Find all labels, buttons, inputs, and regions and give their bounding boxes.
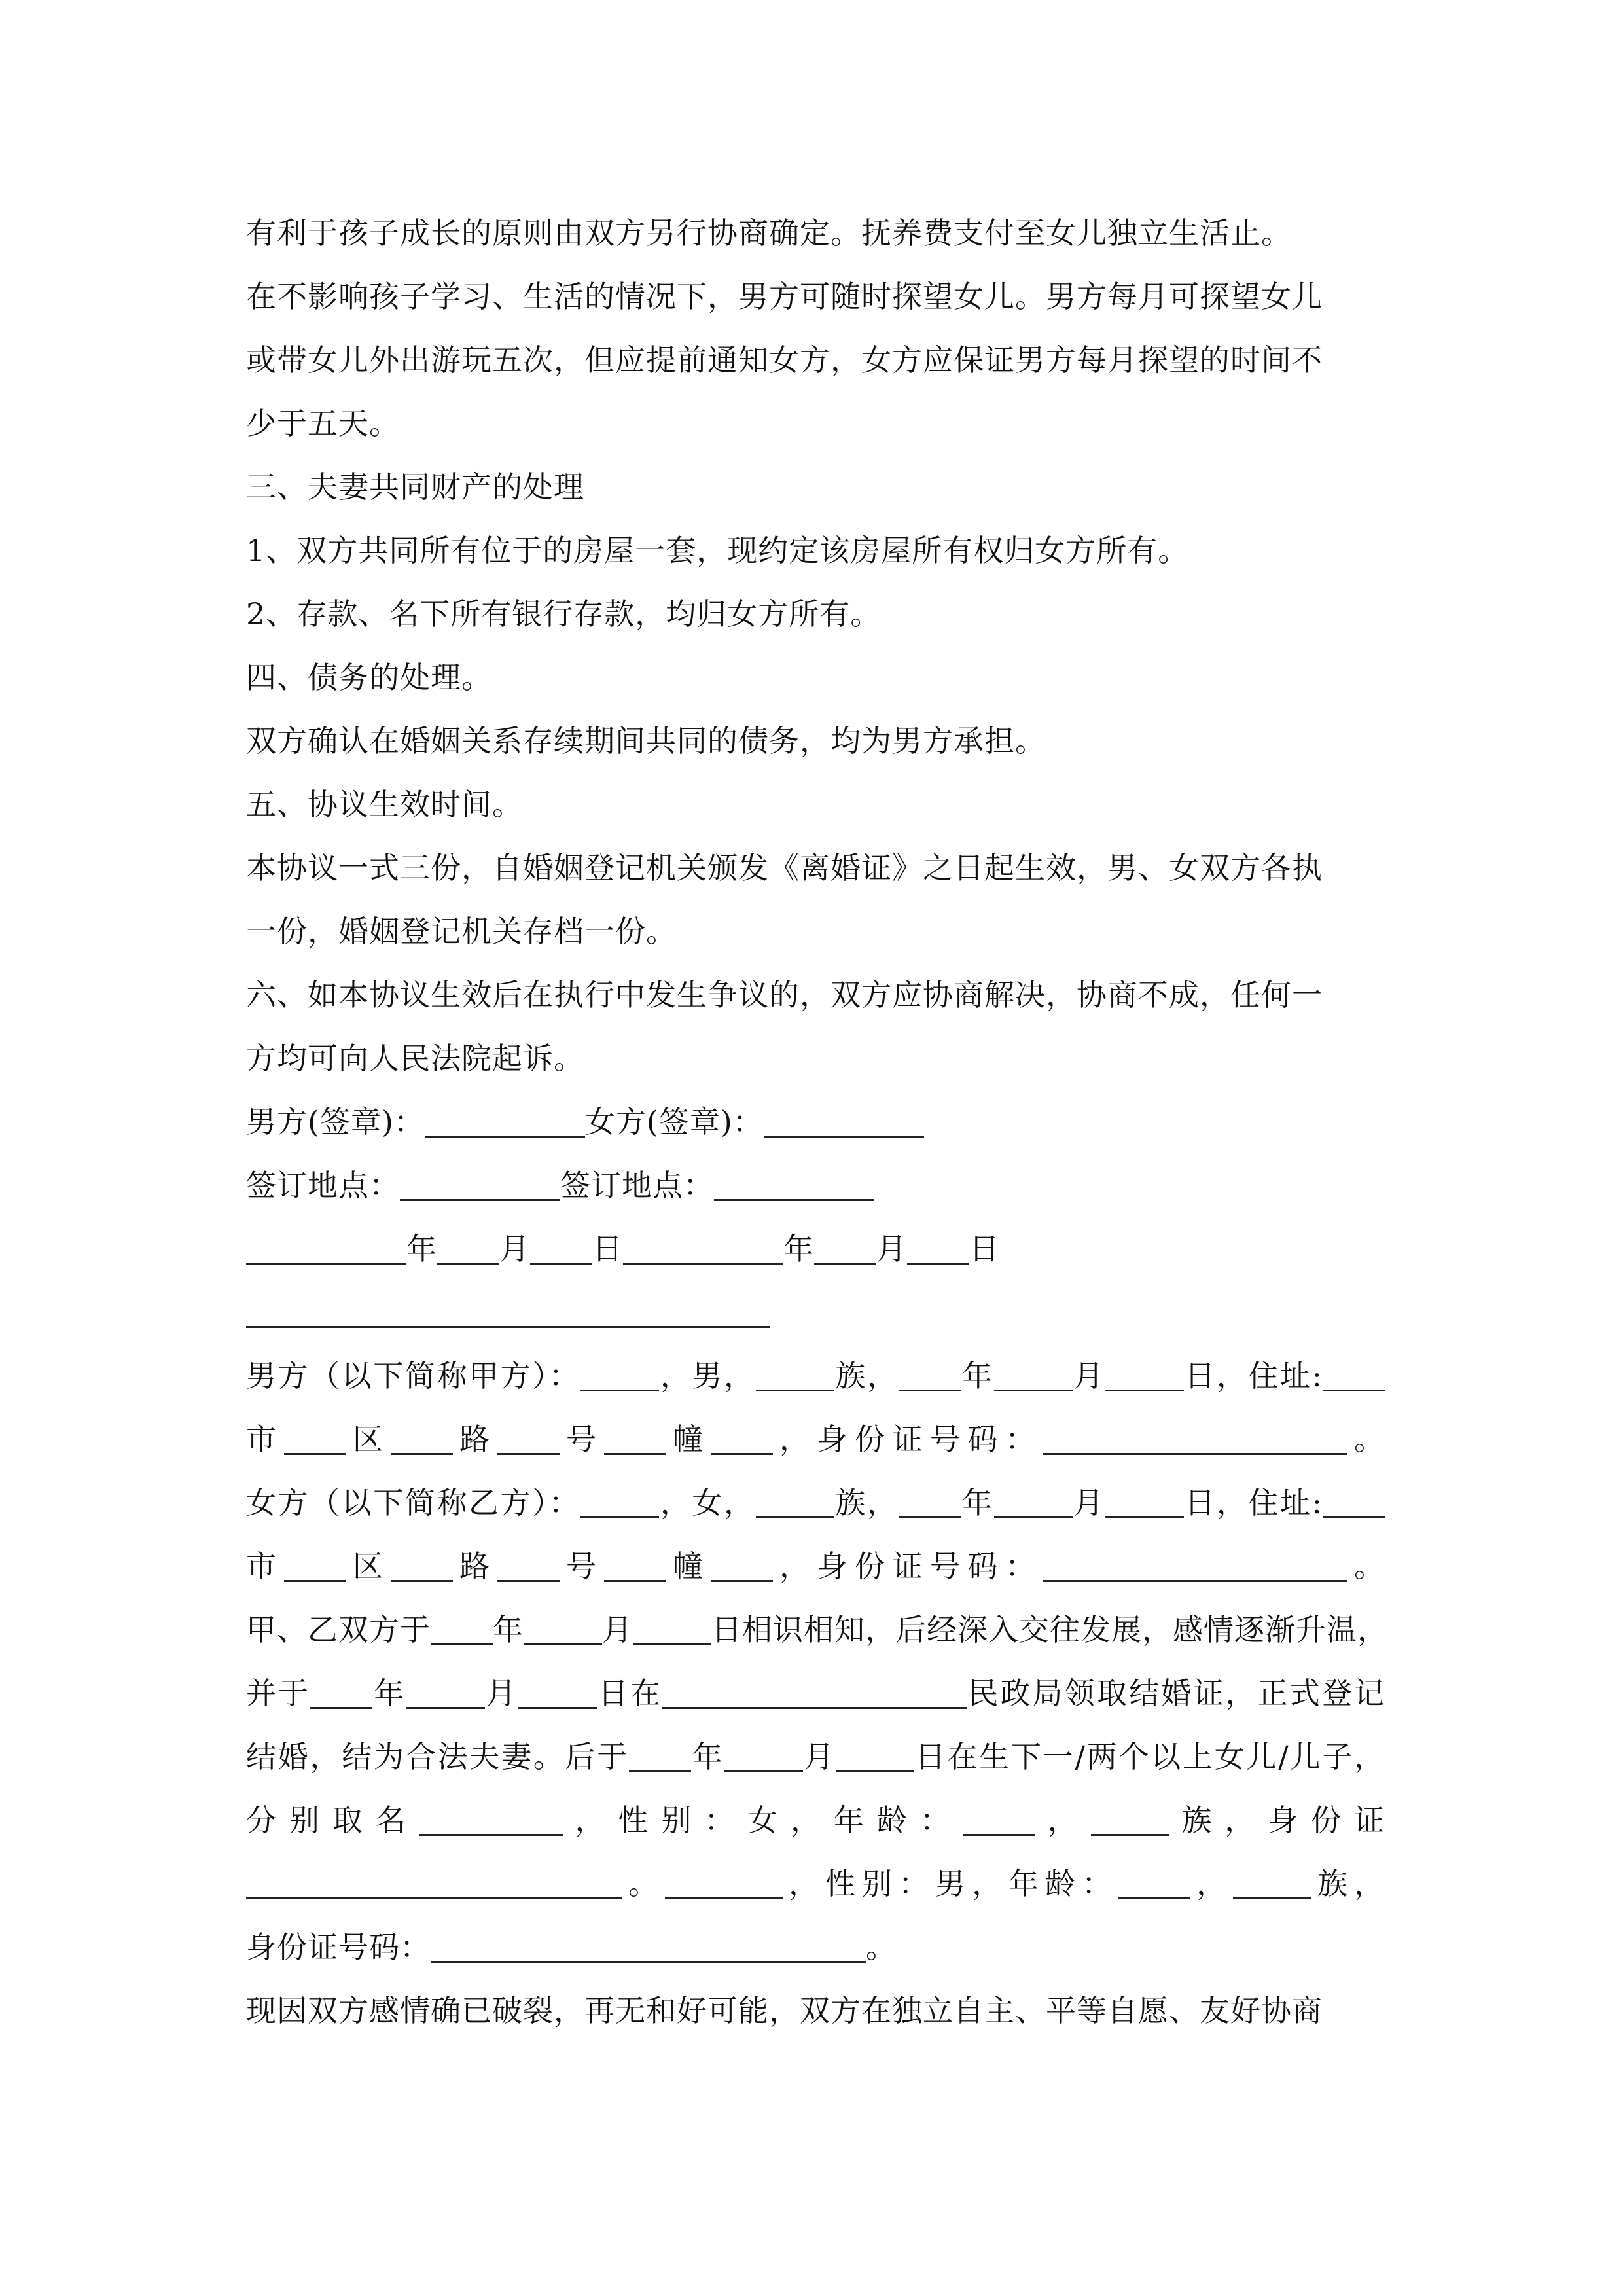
month-label: 月 [876, 1231, 907, 1266]
signature-man-label: 男方(签章)： [246, 1104, 425, 1139]
son-id-label: 身份证号码： [246, 1929, 431, 1965]
daughter-line [246, 1789, 1385, 1852]
paragraph-visitation-3: 少于五天。 [246, 406, 400, 441]
man-year-blank[interactable] [899, 1361, 961, 1391]
year-label: 年 [493, 1612, 524, 1647]
man-month-blank[interactable] [994, 1361, 1073, 1391]
id-label: ，身份证号码： [772, 1422, 1043, 1457]
woman-road-blank[interactable] [391, 1551, 453, 1582]
man-address-line [246, 1408, 1385, 1471]
place-label-1: 签订地点： [246, 1168, 400, 1203]
reg-text-a: 并于 [246, 1676, 311, 1711]
woman-district-blank[interactable] [284, 1551, 346, 1582]
son-id-line [246, 1916, 1385, 1979]
number-label: 号 [559, 1422, 604, 1457]
date-line [246, 1217, 1385, 1281]
year-label: 年 [961, 1358, 994, 1393]
woman-info-line [246, 1471, 1385, 1535]
meet-line [246, 1598, 1388, 1662]
birth-month-blank[interactable] [724, 1742, 803, 1772]
document-body [246, 202, 1388, 2043]
man-building-blank[interactable] [604, 1424, 666, 1455]
names-text-b: ，性别：女，年龄： [562, 1803, 963, 1838]
names-text-d: 族，身份证 [1169, 1803, 1385, 1838]
marry-text-b: 日在生下一/两个以上女儿/儿子， [914, 1739, 1385, 1774]
reg-text-c: 民政局领取结婚证，正式登记 [967, 1676, 1385, 1711]
man-road-blank[interactable] [391, 1424, 453, 1455]
man-intro: 男方（以下简称甲方）： [246, 1358, 581, 1393]
signature-line [246, 1090, 1385, 1154]
son-ethnic-blank[interactable] [1233, 1869, 1311, 1899]
woman-ethnic-blank[interactable] [756, 1488, 834, 1518]
heading-effective: 五、协议生效时间。 [246, 787, 523, 822]
paragraph-visitation-2: 或带女儿外出游玩五次，但应提前通知女方，女方应保证男方每月探望的时间不 [246, 342, 1323, 378]
date-month-blank-2[interactable] [814, 1234, 876, 1265]
man-ethnic-blank[interactable] [756, 1361, 834, 1391]
daughter-ethnic-blank[interactable] [1091, 1805, 1169, 1836]
woman-address-line [246, 1535, 1385, 1598]
year-label: 年 [691, 1739, 724, 1774]
paragraph-debt: 双方确认在婚姻关系存续期间共同的债务，均为男方承担。 [246, 723, 1046, 759]
ethnic-label: 族， [834, 1485, 899, 1520]
marry-text-a: 结婚，结为合法夫妻。后于 [246, 1739, 629, 1774]
woman-name-blank[interactable] [580, 1488, 659, 1518]
district-label: 区 [346, 1422, 391, 1457]
number-label: 号 [559, 1549, 604, 1584]
woman-number-blank[interactable] [497, 1551, 560, 1582]
paragraph-dispute-2: 方均可向人民法院起诉。 [246, 1041, 584, 1076]
woman-address-blank[interactable] [1323, 1488, 1385, 1518]
date-day-blank-2[interactable] [907, 1234, 969, 1265]
building-label: 幢 [666, 1549, 711, 1584]
man-id-blank[interactable] [1043, 1424, 1347, 1455]
property-item-2: 2、存款、名下所有银行存款，均归女方所有。 [246, 596, 882, 632]
woman-building-blank[interactable] [604, 1551, 666, 1582]
district-label: 区 [346, 1549, 391, 1584]
daughter-id-blank[interactable] [246, 1869, 622, 1899]
day-label: 日 [592, 1231, 623, 1266]
day-label: 日 [969, 1231, 1000, 1266]
paragraph-effective-1: 本协议一式三份，自婚姻登记机关颁发《离婚证》之日起生效，男、女双方各执 [246, 850, 1323, 886]
signature-woman-label: 女方(签章)： [584, 1104, 764, 1139]
son-text-a: 。 [622, 1866, 665, 1901]
meet-year-blank[interactable] [431, 1615, 493, 1645]
son-id-blank[interactable] [431, 1932, 866, 1963]
date-day-blank-1[interactable] [530, 1234, 592, 1265]
meet-text-a: 甲、乙双方于 [246, 1612, 431, 1647]
road-label: 路 [452, 1422, 497, 1457]
address-label: 日，住址: [1183, 1358, 1323, 1393]
signature-man-blank[interactable] [425, 1107, 585, 1138]
ethnic-label: 族， [834, 1358, 899, 1393]
marriage-line [246, 1725, 1385, 1789]
place-label-2: 签订地点： [560, 1168, 714, 1203]
period: 。 [866, 1929, 897, 1965]
meet-day-blank[interactable] [633, 1615, 711, 1645]
period: 。 [1347, 1549, 1385, 1584]
month-label: 月 [1072, 1485, 1105, 1520]
daughter-age-blank[interactable] [963, 1805, 1035, 1836]
man-sex: ，男， [659, 1358, 756, 1393]
place-blank-1[interactable] [400, 1170, 560, 1201]
city-label: 市 [246, 1422, 284, 1457]
year-label: 年 [406, 1231, 437, 1266]
woman-month-blank[interactable] [994, 1488, 1073, 1518]
heading-property: 三、夫妻共同财产的处理 [246, 469, 584, 505]
son-name-blank[interactable] [665, 1869, 783, 1899]
woman-unit-blank[interactable] [711, 1551, 773, 1582]
address-label: 日，住址: [1183, 1485, 1323, 1520]
daughter-name-blank[interactable] [419, 1805, 563, 1836]
names-text-c: ， [1035, 1803, 1091, 1838]
property-item-1: 1、双方共同所有位于的房屋一套，现约定该房屋所有权归女方所有。 [246, 533, 1189, 568]
registration-line [246, 1662, 1385, 1725]
place-line [246, 1154, 1385, 1217]
woman-year-blank[interactable] [899, 1488, 961, 1518]
month-label: 月 [1072, 1358, 1105, 1393]
month-label: 月 [484, 1676, 518, 1711]
place-blank-2[interactable] [714, 1170, 874, 1201]
man-district-blank[interactable] [284, 1424, 346, 1455]
separator-rule [246, 1300, 770, 1328]
woman-id-blank[interactable] [1043, 1551, 1347, 1582]
reg-text-b: 日在 [596, 1676, 663, 1711]
woman-sex: ，女， [659, 1485, 756, 1520]
son-age-blank[interactable] [1118, 1869, 1190, 1899]
son-line [246, 1852, 1385, 1916]
city-label: 市 [246, 1549, 284, 1584]
date-month-blank-1[interactable] [437, 1234, 499, 1265]
month-label: 月 [499, 1231, 530, 1266]
birth-day-blank[interactable] [836, 1742, 914, 1772]
names-text-a: 分别取名 [246, 1803, 419, 1838]
paragraph-custody-end: 有利于孩子成长的原则由双方另行协商确定。抚养费支付至女儿独立生活止。 [246, 215, 1292, 251]
reg-year-blank[interactable] [310, 1678, 372, 1709]
man-day-blank[interactable] [1105, 1361, 1184, 1391]
date-year-blank-1[interactable] [246, 1234, 406, 1265]
paragraph-reason: 现因双方感情确已破裂，再无和好可能，双方在独立自主、平等自愿、友好协商 [246, 1993, 1323, 2028]
year-label: 年 [783, 1231, 814, 1266]
man-unit-blank[interactable] [711, 1424, 773, 1455]
reg-day-blank[interactable] [518, 1678, 597, 1709]
man-name-blank[interactable] [580, 1361, 659, 1391]
separator-line [246, 1281, 1385, 1344]
id-label: ，身份证号码： [772, 1549, 1043, 1584]
son-text-c: ， [1190, 1866, 1233, 1901]
meet-text-b: 日相识相知，后经深入交往发展，感情逐渐升温， [711, 1612, 1388, 1647]
son-text-b: ，性别：男，年龄： [783, 1866, 1118, 1901]
birth-year-blank[interactable] [629, 1742, 691, 1772]
road-label: 路 [452, 1549, 497, 1584]
month-label: 月 [602, 1612, 633, 1647]
woman-intro: 女方（以下简称乙方）： [246, 1485, 581, 1520]
woman-day-blank[interactable] [1105, 1488, 1184, 1518]
man-info-line [246, 1344, 1385, 1408]
heading-debt: 四、债务的处理。 [246, 660, 492, 695]
year-label: 年 [372, 1676, 406, 1711]
period: 。 [1347, 1422, 1385, 1457]
building-label: 幢 [666, 1422, 711, 1457]
paragraph-dispute-1: 六、如本协议生效后在执行中发生争议的，双方应协商解决，协商不成，任何一 [246, 977, 1323, 1013]
man-address-blank[interactable] [1323, 1361, 1385, 1391]
month-label: 月 [802, 1739, 836, 1774]
paragraph-effective-2: 一份，婚姻登记机关存档一份。 [246, 914, 677, 949]
reg-place-blank[interactable] [662, 1678, 967, 1709]
meet-month-blank[interactable] [524, 1615, 602, 1645]
paragraph-visitation-1: 在不影响孩子学习、生活的情况下，男方可随时探望女儿。男方每月可探望女儿 [246, 279, 1323, 314]
reg-month-blank[interactable] [406, 1678, 485, 1709]
signature-woman-blank[interactable] [764, 1107, 924, 1138]
man-number-blank[interactable] [497, 1424, 560, 1455]
date-year-blank-2[interactable] [623, 1234, 783, 1265]
year-label: 年 [961, 1485, 994, 1520]
son-text-d: 族， [1311, 1866, 1385, 1901]
